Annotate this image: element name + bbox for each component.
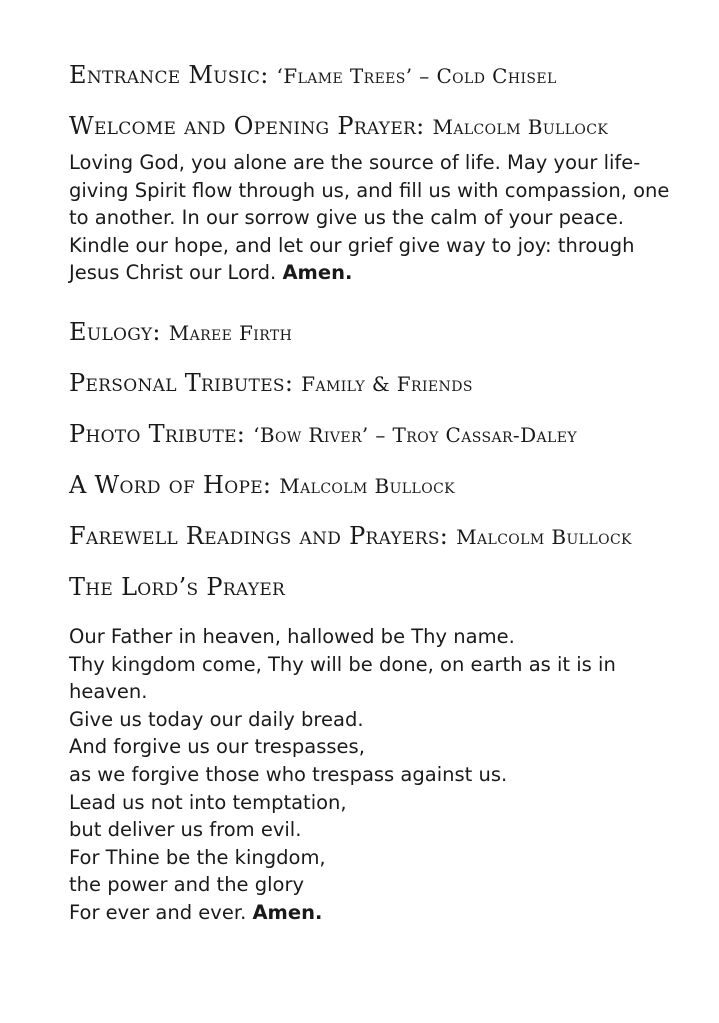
farewell-label: Farewell Readings and Prayers: [69,522,449,550]
lords-prayer-heading [69,573,285,601]
photo-tribute-label: Photo Tribute: [69,420,246,448]
opening-prayer-text [69,149,689,287]
lords-prayer-line: the power and the glory [69,873,305,897]
lords-prayer-last-line [69,899,689,927]
lords-prayer-text [69,623,689,927]
opening-prayer-line: to another. In our sorrow give us the calm of your peace. [69,206,624,230]
opening-prayer-line: Jesus Christ our Lord. [69,261,283,285]
farewell-heading [69,522,632,551]
word-of-hope-label: A Word of Hope: [69,471,272,499]
eulogy-heading [69,318,292,347]
lords-prayer-line: Give us today our daily bread. [69,707,364,731]
opening-prayer-amen: Amen. [282,261,353,285]
lords-prayer-line: heaven. [69,680,148,704]
farewell-detail: Malcolm Bullock [456,525,632,549]
opening-prayer-line: Kindle our hope, and let our grief give way to joy: through [69,233,635,257]
entrance-music-heading [69,61,557,90]
lords-prayer-line: For Thine be the kingdom, [69,845,326,869]
personal-tributes-heading [69,369,473,398]
welcome-detail: Malcolm Bullock [432,115,609,139]
word-of-hope-detail: Malcolm Bullock [279,474,456,498]
personal-tributes-detail: Family & Friends [301,372,473,396]
lords-prayer-line: Our Father in heaven, hallowed be Thy name. [69,625,515,648]
lords-prayer-line: Lead us not into temptation, [69,790,347,814]
photo-tribute-detail: ‘Bow River’ – Troy Cassar-Daley [253,423,577,447]
lords-prayer-line: Thy kingdom come, Thy will be done, on earth as it is in [69,652,616,676]
opening-prayer-line: Loving God, you alone are the source of life. May your life- [69,151,641,174]
lords-prayer-line: For ever and ever. [69,900,253,924]
opening-prayer-line: giving Spirit flow through us, and fill us with compassion, one [69,178,670,202]
lords-prayer-line: as we forgive those who trespass against us. [69,762,508,786]
word-of-hope-heading [69,471,455,500]
eulogy-detail: Maree Firth [168,321,293,345]
entrance-music-label: Entrance Music: [69,61,269,89]
eulogy-label: Eulogy: [69,318,161,346]
lords-prayer-amen: Amen. [252,900,323,924]
welcome-heading [69,112,608,141]
opening-prayer-last-line [69,259,689,287]
entrance-music-detail: ‘Flame Trees’ – Cold Chisel [276,64,557,88]
photo-tribute-heading [69,420,577,449]
lords-prayer-label: The Lord’s Prayer [69,573,286,601]
welcome-label: Welcome and Opening Prayer: [69,112,425,140]
lords-prayer-line: but deliver us from evil. [69,818,302,842]
personal-tributes-label: Personal Tributes: [69,369,294,397]
lords-prayer-line: And forgive us our trespasses, [69,735,365,759]
